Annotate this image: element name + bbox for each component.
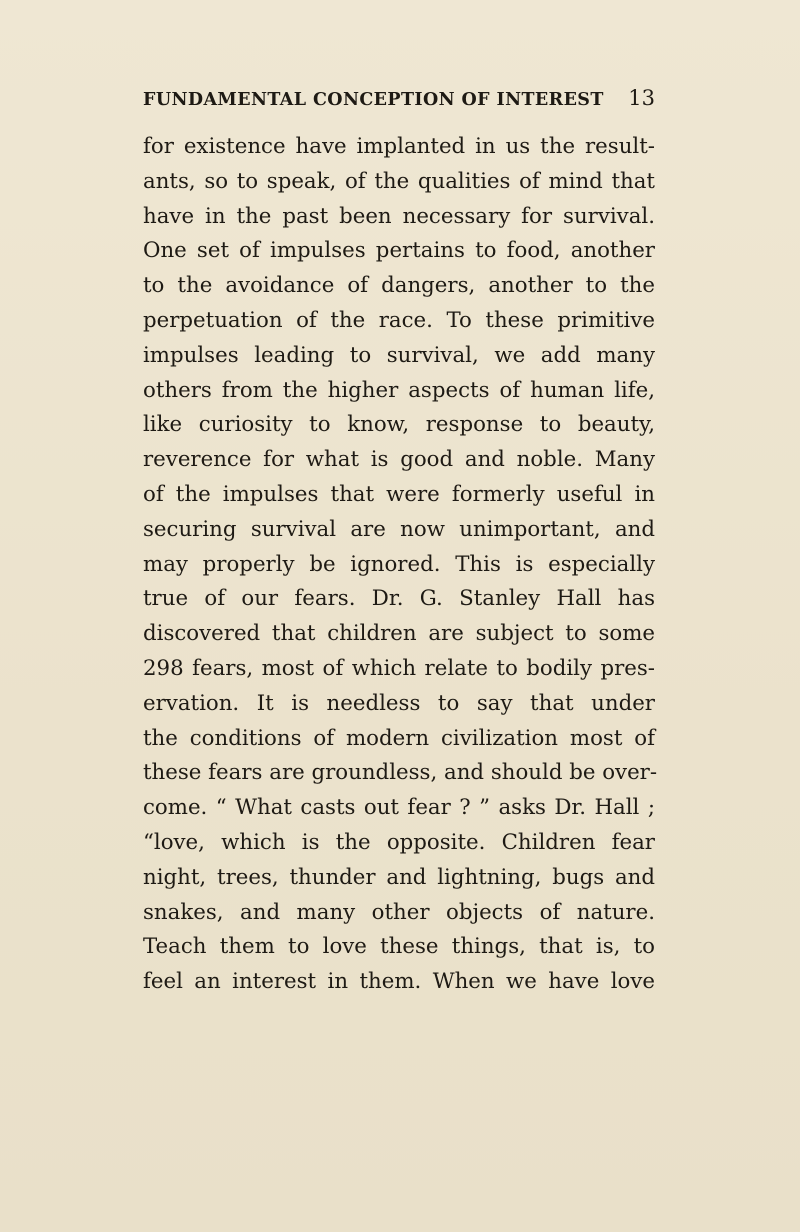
text-line: true of our fears. Dr. G. Stanley Hall has [143,586,655,612]
text-line: like curiosity to know, response to beauty, [143,412,655,438]
text-line: “love, which is the opposite. Children fear [143,829,655,855]
text-line: snakes, and many other objects of nature. [143,899,655,925]
text-line: have in the past been necessary for survival. [143,203,655,229]
text-line: night, trees, thunder and lightning, bugs and [143,864,655,890]
text-line: Teach them to love these things, that is, to [143,934,655,960]
body-text [143,130,658,1000]
text-line: feel an interest in them. When we have love [143,969,655,995]
text-line: impulses leading to survival, we add many [143,342,655,368]
text-line: reverence for what is good and noble. Many [143,447,655,473]
text-line: discovered that children are subject to some [143,621,655,647]
text-line: perpetuation of the race. To these primitive [143,307,655,333]
page-header [143,86,655,116]
running-head: FUNDAMENTAL CONCEPTION OF INTEREST [143,90,604,110]
text-line: ervation. It is needless to say that under [143,690,655,716]
text-line: 298 fears, most of which relate to bodily pres- [143,655,655,681]
page-number: 13 [628,86,655,110]
text-line: to the avoidance of dangers, another to the [143,273,655,299]
text-line: the conditions of modern civilization most of [143,725,655,751]
text-line: these fears are groundless, and should be over- [143,760,658,786]
text-line: may properly be ignored. This is especially [143,551,655,577]
text-line: of the impulses that were formerly useful in [143,481,655,507]
text-line: securing survival are now unimportant, and [143,516,655,542]
text-line: for existence have implanted in us the result- [143,134,655,159]
text-line: ants, so to speak, of the qualities of mind that [143,168,655,194]
text-line: come. “ What casts out fear ? ” asks Dr. Hall ; [143,795,655,821]
text-line: others from the higher aspects of human life, [143,377,655,403]
text-line: One set of impulses pertains to food, another [143,238,655,264]
